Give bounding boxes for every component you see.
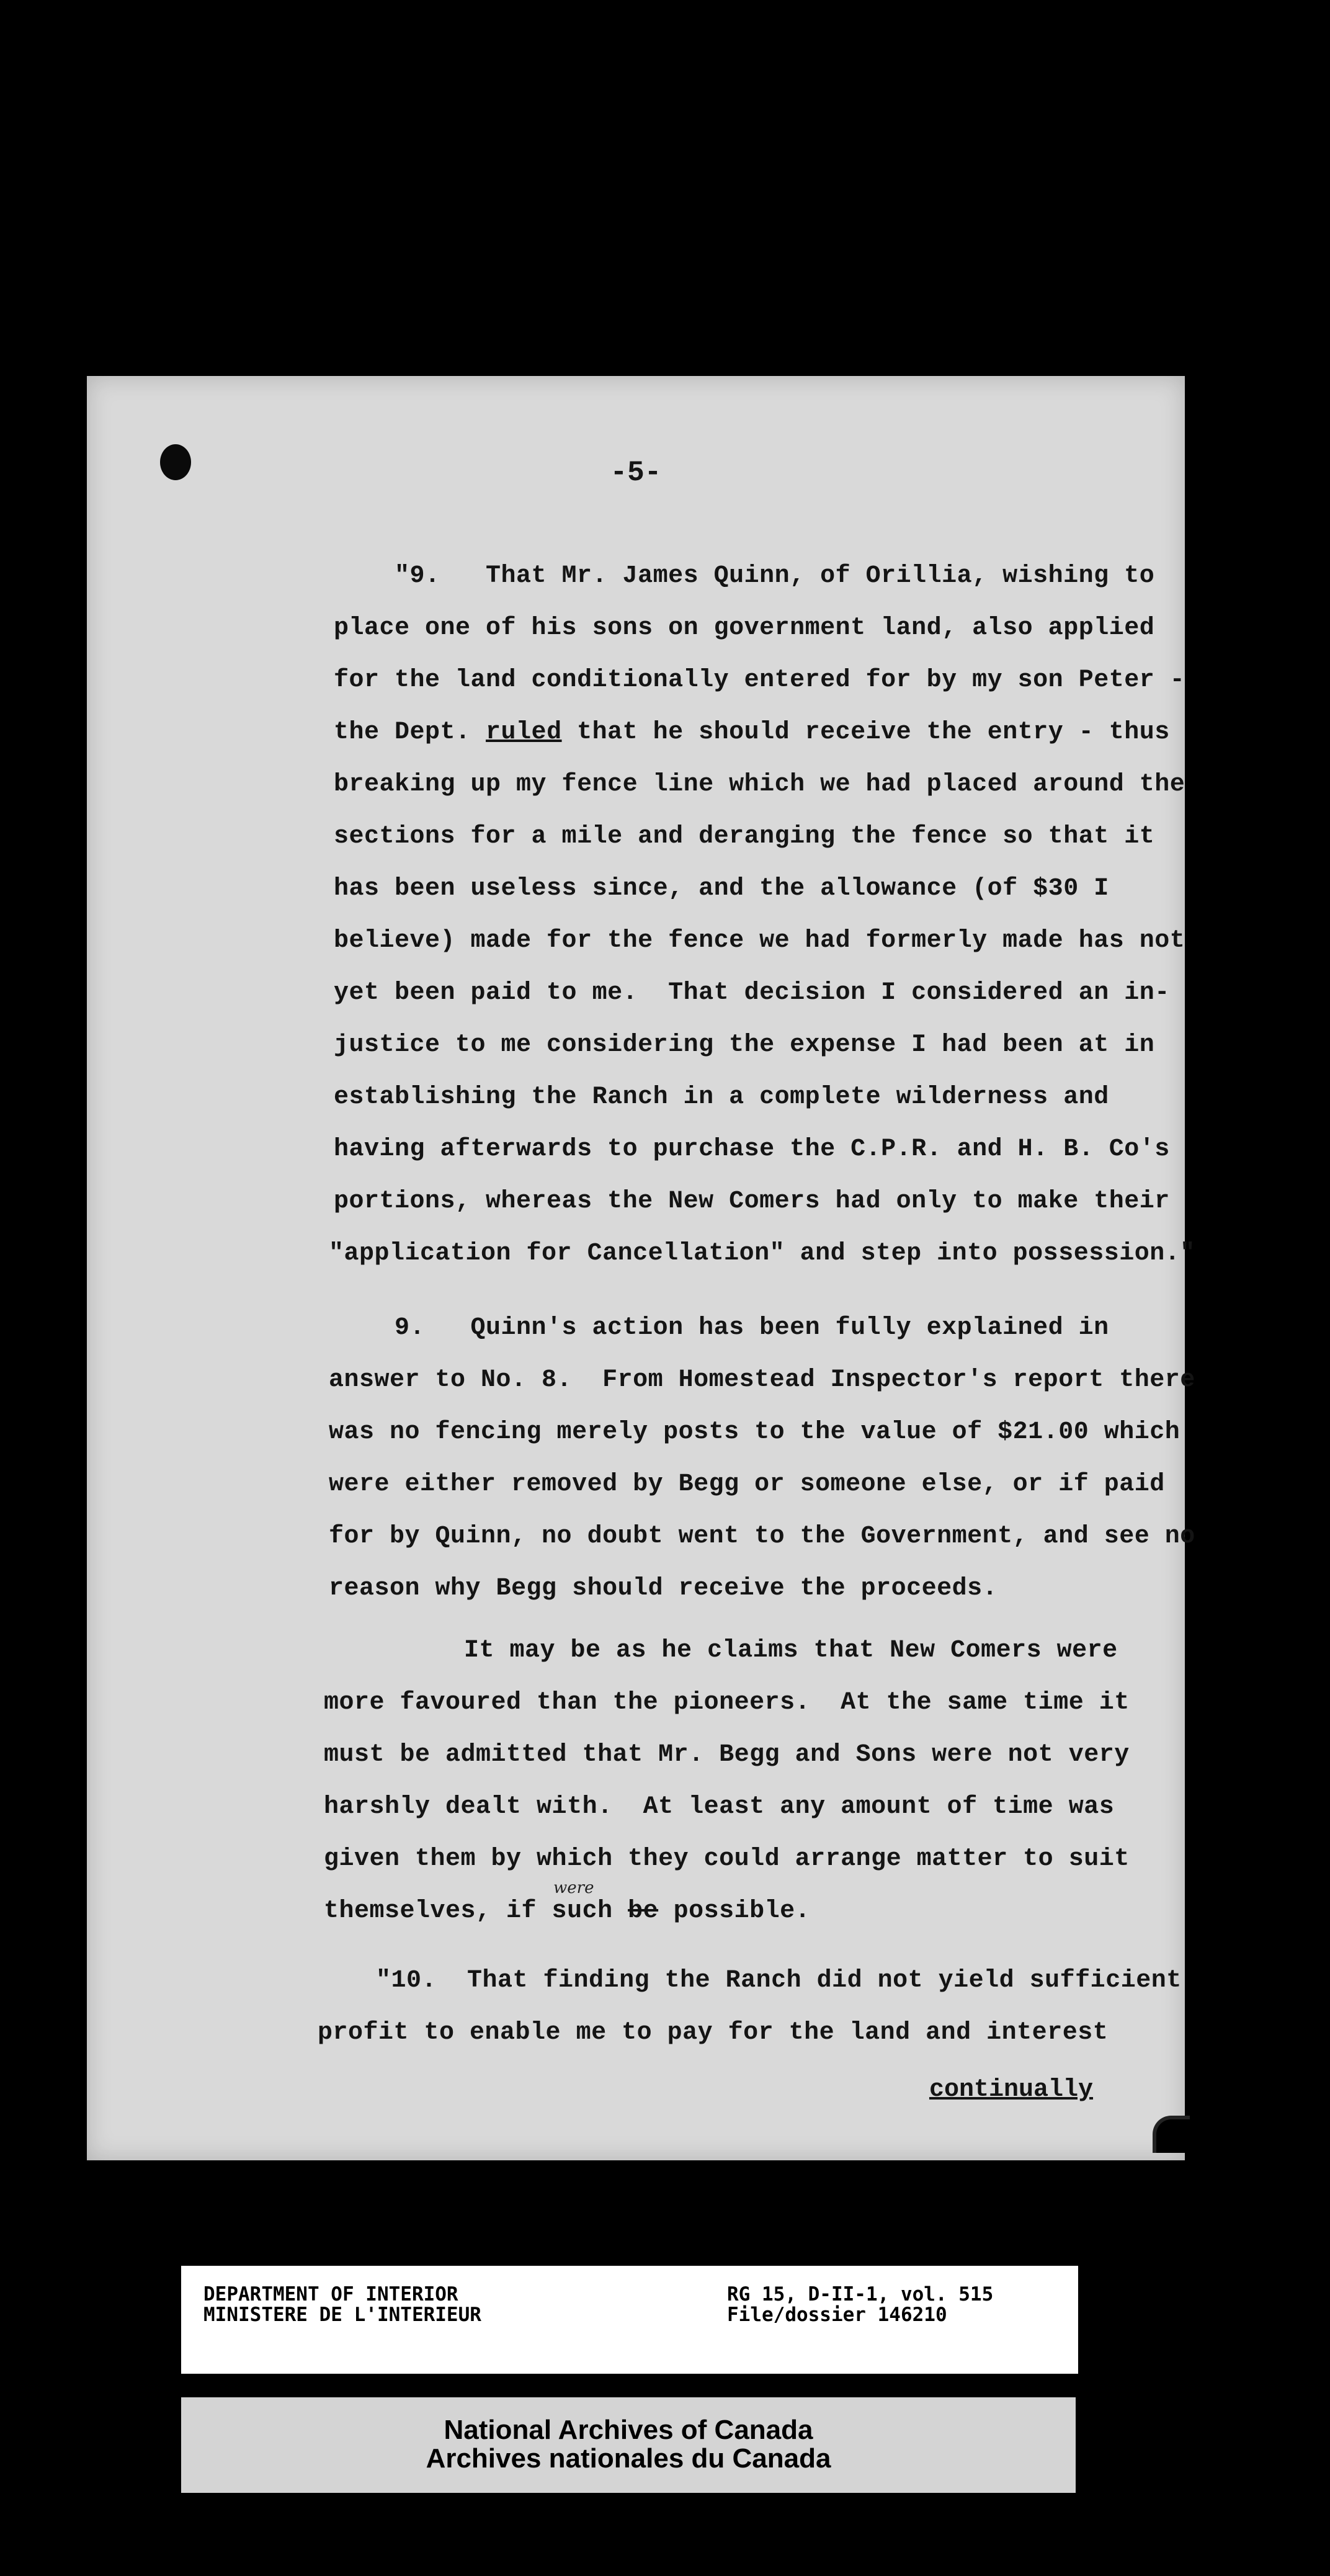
text-line: has been useless since, and the allowance (of $30 I [334,875,1109,903]
text-line [324,1897,810,1925]
text-segment: the Dept. [334,718,486,746]
struck-word: be [628,1897,659,1925]
file-number: File/dossier 146210 [727,2304,947,2326]
text-line: profit to enable me to pay for the land and interest [318,2019,1109,2047]
handwritten-insertion: were [553,1879,594,1897]
text-line: portions, whereas the New Comers had only to make their [334,1187,1170,1215]
text-line: "9. That Mr. James Quinn, of Orillia, wishing to [395,562,1155,590]
text-line: yet been paid to me. That decision I considered an in- [334,979,1170,1007]
text-line: was no fencing merely posts to the value of $21.00 which [329,1418,1180,1446]
text-line: answer to No. 8. From Homestead Inspector's report there [329,1366,1195,1394]
continuation-word: continually [929,2076,1093,2104]
text-line [334,718,1170,746]
archive-name-fr: Archives nationales du Canada [426,2443,831,2474]
text-line: breaking up my fence line which we had placed around the [334,771,1185,798]
text-line: believe) made for the fence we had formerly made has not [334,927,1185,955]
text-line: harshly dealt with. At least any amount of time was [324,1793,1115,1821]
text-line: for by Quinn, no doubt went to the Government, and see no [329,1523,1195,1550]
text-line: for the land conditionally entered for by my son Peter - [334,666,1185,694]
text-line: given them by which they could arrange matter to suit [324,1845,1130,1873]
archive-banner [181,2397,1076,2493]
text-line: establishing the Ranch in a complete wilderness and [334,1083,1109,1111]
text-line: sections for a mile and deranging the fence so that it [334,823,1155,851]
text-line: more favoured than the pioneers. At the same time it [324,1689,1130,1717]
department-en: DEPARTMENT OF INTERIOR [203,2283,458,2305]
file-reference [727,2284,993,2325]
text-segment: that he should receive the entry - thus [561,718,1170,746]
text-line: "10. That finding the Ranch did not yield sufficient [376,1967,1182,1995]
archive-reference-label [181,2266,1078,2374]
archive-name-en: National Archives of Canada [444,2415,813,2445]
text-line: It may be as he claims that New Comers were [464,1637,1118,1665]
text-line: place one of his sons on government land, also applied [334,614,1155,642]
page-number: -5- [610,457,662,489]
text-line: were either removed by Begg or someone else, or if paid [329,1470,1165,1498]
department-label [203,2284,481,2325]
text-line: having afterwards to purchase the C.P.R. and H. B. Co's [334,1135,1170,1163]
text-line: reason why Begg should receive the proceeds. [329,1575,998,1603]
folded-corner [1153,2116,1190,2153]
text-line: "application for Cancellation" and step into possession." [329,1240,1195,1268]
text-line: 9. Quinn's action has been fully explained in [395,1314,1109,1342]
text-segment: possible. [658,1897,811,1925]
record-group: RG 15, D-II-1, vol. 515 [727,2283,994,2305]
text-line: justice to me considering the expense I had been at in [334,1031,1155,1059]
text-line: must be admitted that Mr. Begg and Sons were not very [324,1741,1130,1769]
department-fr: MINISTERE DE L'INTERIEUR [203,2304,481,2326]
text-segment: themselves, if such [324,1897,628,1925]
underlined-word: ruled [486,718,562,746]
document-page [87,376,1195,2160]
